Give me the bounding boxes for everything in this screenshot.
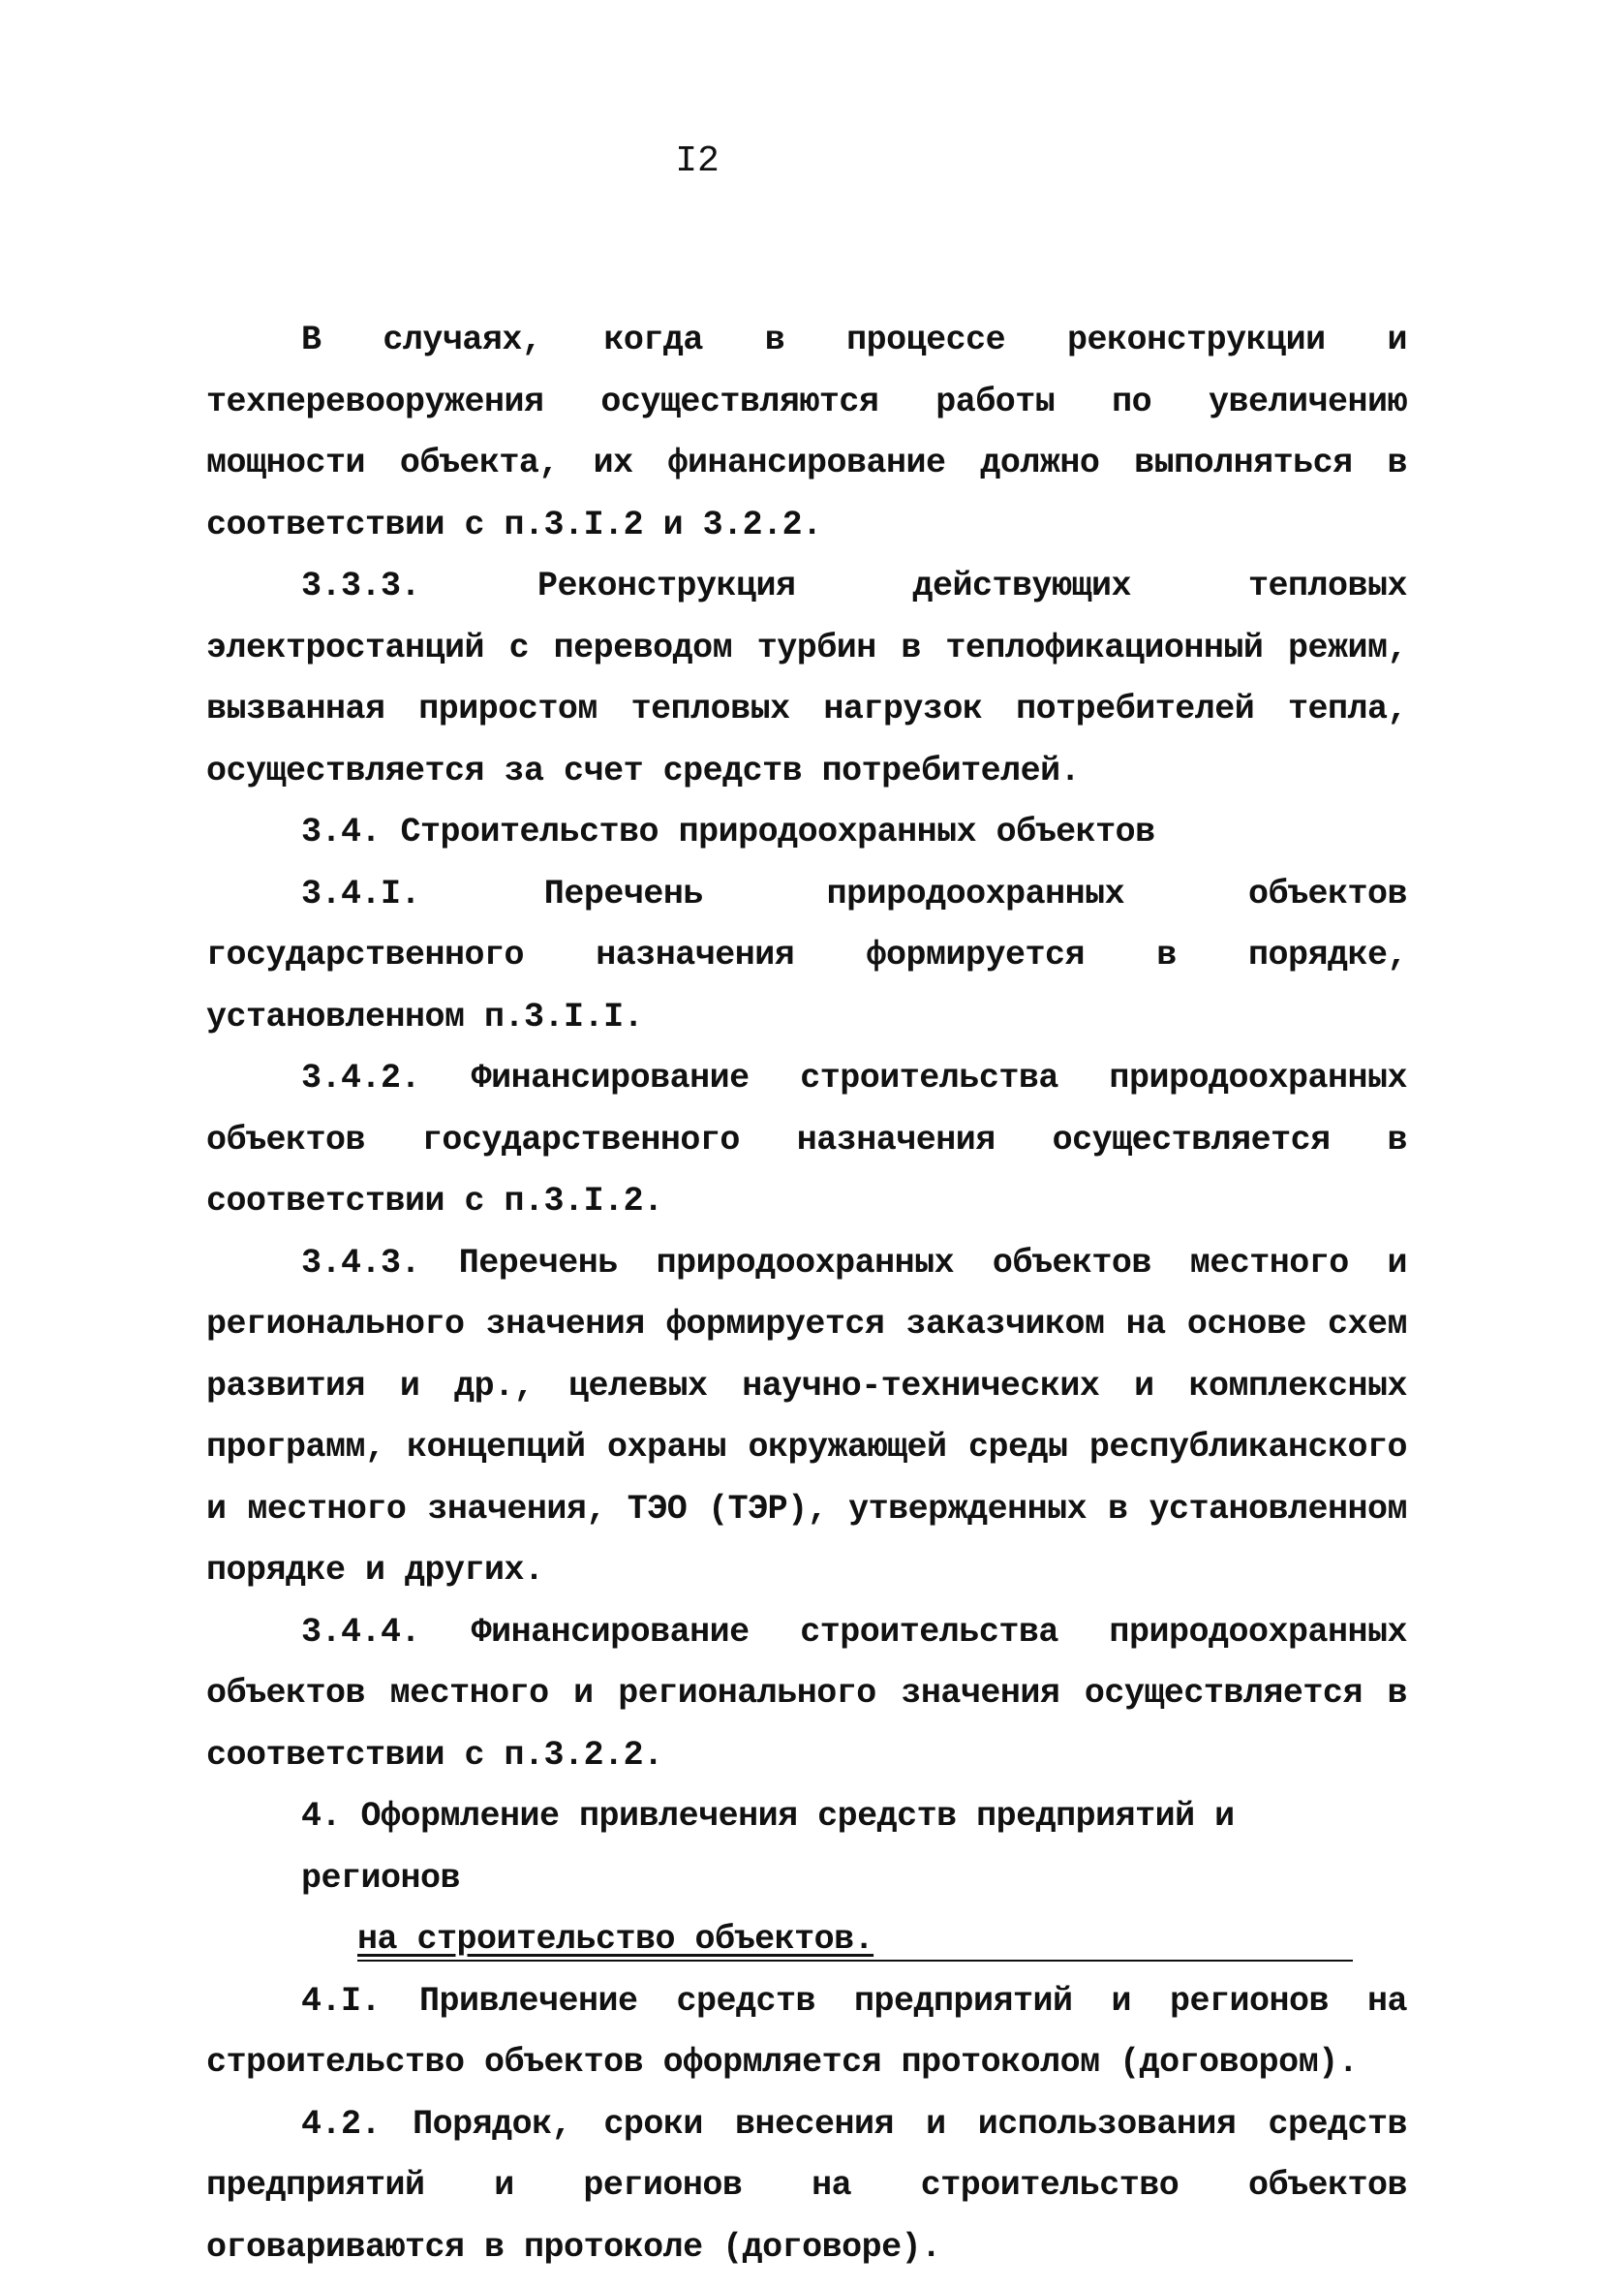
paragraph-3-4-1: 3.4.I. Перечень природоохранных объектов государственного назначения формируется в порядке, установленном п.3.I.I. bbox=[206, 874, 1407, 1036]
paragraph-4-1: 4.I. Привлечение средств предприятий и регионов на строительство объектов оформляется протоколом (договором). bbox=[206, 1981, 1407, 2082]
paragraph-3-3-3: 3.3.3. Реконструкция действующих тепловых электростанций с переводом турбин в теплофикационный режим, вызванная приростом тепловых нагрузок потребителей тепла, осуществляется за счет средств потребителей. bbox=[206, 567, 1407, 790]
paragraph-financing-capacity: В случаях, когда в процессе реконструкции и техперевооружения осуществляются работы по увеличению мощности объекта, их финансирование должно выполняться в соответствии с п.3.I.2 и 3.2.2. bbox=[206, 321, 1407, 544]
page-number: I2 bbox=[675, 140, 720, 182]
section-4-heading-line1: 4. Оформление привлечения средств предприятий и регионов bbox=[301, 1797, 1235, 1898]
paragraph-3-4-4: 3.4.4. Финансирование строительства природоохранных объектов местного и регионального значения осуществляется в соответствии с п.3.2.2. bbox=[206, 1612, 1407, 1775]
paragraph-4-2: 4.2. Порядок, сроки внесения и использования средств предприятий и регионов на строительство объектов оговариваются в протоколе (договоре). bbox=[206, 2104, 1407, 2267]
section-4-heading bbox=[206, 1786, 1407, 1971]
paragraph-3-4-3: 3.4.3. Перечень природоохранных объектов местного и регионального значения формируется заказчиком на основе схем развития и др., целевых научно-технических и комплексных программ, концепций охраны окружающей среды республиканского и местного значения, ТЭО (ТЭР), утвержденных в установленном порядке и других. bbox=[206, 1243, 1407, 1590]
document-body bbox=[206, 310, 1407, 2278]
section-4-heading-line2: на строительство объектов. bbox=[357, 1920, 874, 1959]
paragraph-3-4-2: 3.4.2. Финансирование строительства природоохранных объектов государственного назначения осуществляется в соответствии с п.3.I.2. bbox=[206, 1059, 1407, 1221]
paragraph-3-4-heading: 3.4. Строительство природоохранных объектов bbox=[301, 813, 1155, 851]
